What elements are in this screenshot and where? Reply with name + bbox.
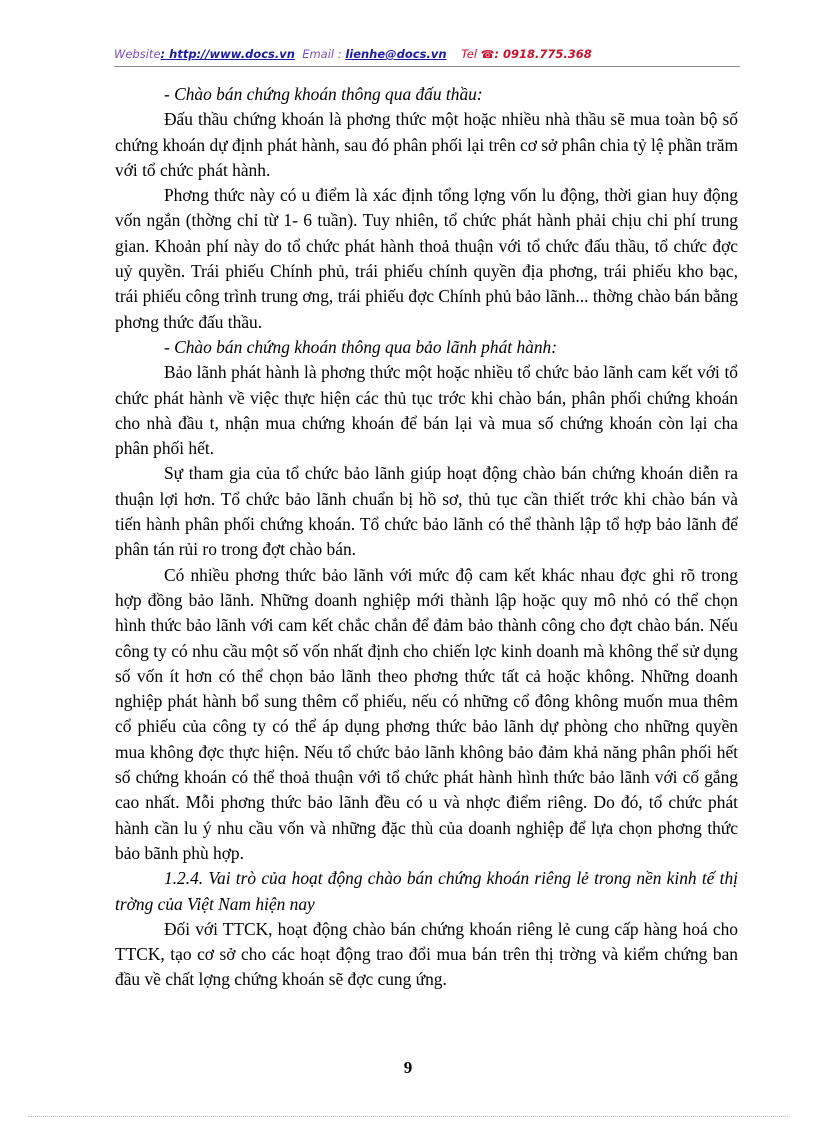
header-divider xyxy=(114,66,740,67)
subsection-title: - Chào bán chứng khoán thông qua đấu thầu: xyxy=(164,84,483,104)
section-heading: 1.2.4. Vai trò của hoạt động chào bán chứng khoán riêng lẻ trong nền kinh tế thị trờng của Việt Nam hiện nay xyxy=(115,868,738,914)
paragraph: Có nhiều phơng thức bảo lãnh với mức độ cam kết khác nhau đợc ghi rõ trong hợp đồng bảo lãnh. Những doanh nghiệp mới thành lập hoặc quy mô nhỏ có thể chọn hình thức bảo lãnh với cam kết chắc chắn để đảm bảo thành công cho đợt chào bán. Nếu công ty có nhu cầu một số vốn nhất định cho chiến lợc kinh doanh mà không thể sử dụng số vốn ít hơn có thể chọn bảo lãnh theo phơng thức tất cả hoặc không. Những doanh nghiệp phát hành bổ sung thêm cổ phiếu, nếu có những cổ đông không muốn mua thêm cổ phiếu của công ty có thể áp dụng phơng thức bảo lãnh dự phòng cho những quyền mua không đợc thực hiện. Nếu tổ chức bảo lãnh không bảo đảm khả năng phân phối hết số chứng khoán có thể thoả thuận với tổ chức phát hành hình thức bảo lãnh với cố gắng cao nhất. Mỗi phơng thức bảo lãnh đều có u và nhợc điểm riêng. Do đó, tổ chức phát hành cần lu ý nhu cầu vốn và những đặc thù của doanh nghiệp để lựa chọn phơng thức bảo bãnh phù hợp. xyxy=(115,564,738,863)
tel-number: : 0918.775.368 xyxy=(494,47,592,61)
paragraph: Đấu thầu chứng khoán là phơng thức một hoặc nhiều nhà thầu sẽ mua toàn bộ số chứng khoán dự định phát hành, sau đó phân phối lại trên cơ sở phân chia tỷ lệ phần trăm với tổ chức phát hành. xyxy=(115,109,738,180)
email-link[interactable]: lienhe@docs.vn xyxy=(345,47,447,61)
paragraph: Sự tham gia của tổ chức bảo lãnh giúp hoạt động chào bán chứng khoán diễn ra thuận lợi hơn. Tổ chức bảo lãnh chuẩn bị hồ sơ, thủ tục cần thiết trớc khi chào bán và tiến hành phân phối chứng khoán. Tổ chức bảo lãnh có thể thành lập tổ hợp bảo lãnh để phân tán rủi ro trong đợt chào bán. xyxy=(115,463,738,560)
paragraph: Bảo lãnh phát hành là phơng thức một hoặc nhiều tổ chức bảo lãnh cam kết với tổ chức phát hành về việc thực hiện các thủ tục trớc khi chào bán, phân phối chứng khoán cho nhà đầu t, nhận mua chứng khoán để bán lại và mua số chứng khoán còn lại cha phân phối hết. xyxy=(115,362,738,459)
subsection-title: - Chào bán chứng khoán thông qua bảo lãnh phát hành: xyxy=(164,336,558,357)
website-link[interactable]: http://www.docs.vn xyxy=(169,47,295,61)
page-header: Website: http://www.docs.vn Email : lienhe@docs.vn Tel ☎: 0918.775.368 xyxy=(114,47,592,61)
tel-label: Tel xyxy=(461,47,478,61)
website-label: Website xyxy=(114,47,161,61)
paragraph: Phơng thức này có u điểm là xác định tổng lợng vốn lu động, thời gian huy động vốn ngắn (thờng chỉ từ 1- 6 tuần). Tuy nhiên, tổ chức phát hành phải chịu chi phí trung gian. Khoản phí này do tổ chức phát hành thoả thuận với tổ chức đấu thầu, tổ chức đợc uỷ quyền. Trái phiếu Chính phủ, trái phiếu chính quyền địa phơng, trái phiếu kho bạc, trái phiếu công trình trung ơng, trái phiếu đợc Chính phủ bảo lãnh... thờng chào bán bằng phơng thức đấu thầu. xyxy=(115,185,738,332)
phone-icon: ☎ xyxy=(480,48,495,61)
document-body xyxy=(115,82,738,993)
page-number: 9 xyxy=(403,1058,413,1077)
paragraph: Đối với TTCK, hoạt động chào bán chứng khoán riêng lẻ cung cấp hàng hoá cho TTCK, tạo cơ sở cho các hoạt động trao đổi mua bán trên thị trờng và kiểm chứng ban đầu về chất lợng chứng khoán sẽ đợc cung ứng. xyxy=(115,918,738,990)
email-label: Email : xyxy=(302,47,342,61)
footer-divider xyxy=(28,1116,788,1117)
